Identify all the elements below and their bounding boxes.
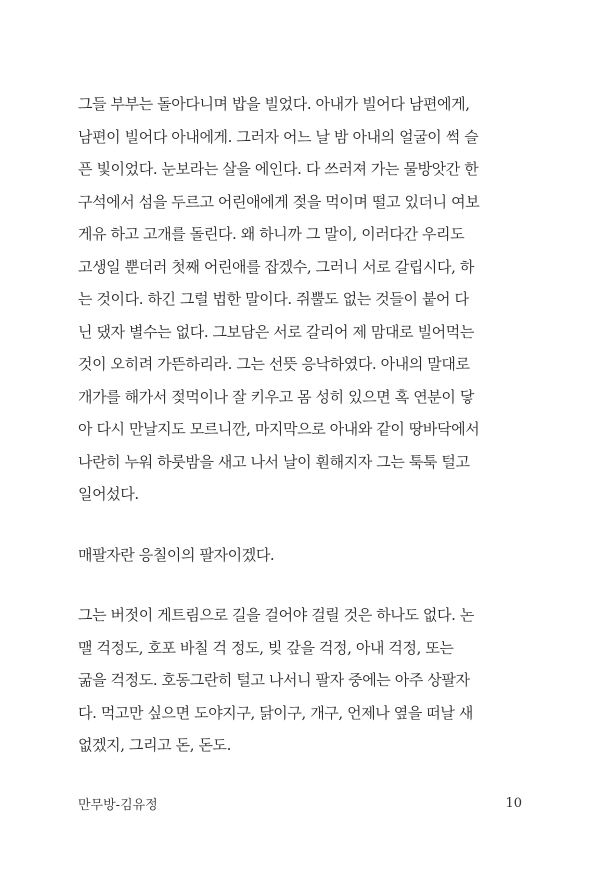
text-line: 게유 하고 고개를 돌린다. 왜 하니까 그 말이, 이러다간 우리도	[78, 225, 465, 243]
text-line: 나란히 누워 하룻밤을 새고 나서 날이 훤해지자 그는 툭툭 털고	[78, 452, 470, 471]
paragraph-1	[78, 88, 524, 511]
paragraph-gap	[78, 511, 524, 539]
text-line: 개가를 해가서 젖먹이나 잘 키우고 몸 성히 있으면 혹 연분이 닿	[78, 387, 474, 406]
paragraph-2	[78, 539, 524, 572]
text-line: 남편이 빌어다 아내에게. 그러자 어느 날 밤 아내의 얼굴이 썩 슬	[78, 127, 479, 146]
text-line: 고생일 뿐더러 첫째 어린애를 잡겠수, 그러니 서로 갈립시다, 하	[78, 257, 474, 276]
book-info: 만무방-김유정	[78, 797, 158, 813]
text-line: 것이 오히려 가뜬하리라. 그는 선뜻 응낙하였다. 아내의 말대로	[78, 355, 470, 373]
text-line: 구석에서 섬을 두르고 어린애에게 젖을 먹이며 떨고 있더니 여보	[78, 192, 480, 211]
text-line: 그는 버젓이 게트림으로 길을 걸어야 걸릴 것은 하나도 없다. 논	[78, 606, 474, 624]
body-text	[78, 88, 524, 762]
text-line: 픈 빛이었다. 눈보라는 살을 에인다. 다 쓰러져 가는 물방앗간 한	[78, 160, 479, 178]
paragraph-3	[78, 599, 524, 762]
paragraph-gap	[78, 571, 524, 599]
text-line: 는 것이다. 하긴 그럴 법한 말이다. 쥐뿔도 없는 것들이 붙어 다	[78, 290, 469, 308]
text-line: 맬 걱정도, 호포 바칠 걱 정도, 빚 갚을 걱정, 아내 걱정, 또는	[78, 638, 454, 657]
text-line: 없겠지, 그리고 돈, 돈도.	[78, 736, 232, 754]
text-line: 다. 먹고만 싶으면 도야지구, 닭이구, 개구, 언제나 옆을 떠날 새	[78, 703, 473, 722]
page-number: 10	[505, 795, 522, 811]
text-line: 굶을 걱정도. 호동그란히 털고 나서니 팔자 중에는 아주 상팔자	[78, 671, 470, 689]
text-line: 그들 부부는 돌아다니며 밥을 빌었다. 아내가 빌어다 남편에게,	[78, 95, 470, 113]
text-line: 닌 댔자 별수는 없다. 그보담은 서로 갈리어 제 맘대로 빌어먹는	[78, 322, 474, 341]
text-line: 일어섰다.	[78, 485, 139, 503]
text-line: 아 다시 만날지도 모르니깐, 마지막으로 아내와 같이 땅바닥에서	[78, 420, 480, 438]
page-footer	[78, 792, 522, 814]
text-line: 매팔자란 응칠이의 팔자이겠다.	[78, 545, 275, 564]
